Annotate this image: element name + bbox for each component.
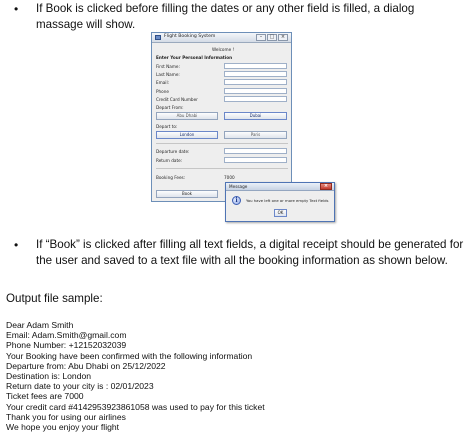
phone-label: Phone (156, 89, 169, 94)
dialog-title: Message (229, 184, 248, 189)
welcome-label: Welcome ! (212, 47, 235, 52)
depart-to-label: Depart to: (156, 124, 178, 129)
booking-fees-value: 7000 (224, 175, 235, 180)
message-dialog (225, 182, 335, 222)
output-line: Ticket fees are 7000 (6, 391, 84, 402)
output-line: Email: Adam.Smith@gmail.com (6, 330, 127, 341)
divider (156, 168, 288, 169)
from-abu-dhabi-button[interactable]: Abu Dhabi (156, 112, 218, 120)
app-icon (155, 35, 161, 40)
dialog-message: You have left one or more empty Text fields (246, 198, 329, 203)
output-line: Phone Number: +12152032039 (6, 340, 127, 351)
personal-info-heading: Enter Your Personal Information (156, 55, 233, 60)
flight-booking-window (151, 32, 292, 202)
window-title: Flight Booking System (164, 34, 216, 39)
last-name-field[interactable] (224, 71, 287, 77)
to-london-button[interactable]: London (156, 131, 218, 139)
booking-fees-label: Booking Fees: (156, 175, 186, 180)
email-label: Email: (156, 80, 170, 85)
bullet-icon: • (14, 2, 19, 16)
bullet-text: If Book is clicked before filling the dates or any other field is filled, a dialog massage will show. (36, 2, 415, 31)
dialog-titlebar (226, 183, 334, 191)
output-line: Thank you for using our airlines (6, 411, 126, 422)
bullet-text: If “Book” is clicked after filling all text fields, a digital receipt should be generated for the user and saved to a text file with all the booking information as shown below. (36, 238, 464, 267)
book-button[interactable]: Book (156, 190, 218, 198)
output-line: Departure from: Abu Dhabi on 25/12/2022 (6, 360, 166, 371)
bullet-icon: • (14, 238, 19, 252)
ok-button[interactable]: OK (274, 209, 287, 217)
credit-card-field[interactable] (224, 96, 287, 102)
output-line: Your credit card #4142953923861058 was used to pay for this ticket (6, 401, 265, 412)
info-icon: i (232, 196, 241, 205)
return-date-label: Return date: (156, 158, 183, 163)
departure-date-label: Departure date: (156, 149, 190, 154)
departure-date-field[interactable] (224, 148, 287, 154)
phone-field[interactable] (224, 88, 287, 94)
output-line: Destination is: London (6, 371, 92, 382)
output-line: We hope you enjoy your flight (6, 422, 120, 433)
depart-from-label: Depart From: (156, 105, 184, 110)
dialog-close-button[interactable]: × (320, 183, 332, 190)
output-file-sample (6, 320, 265, 432)
minimize-button[interactable]: – (256, 34, 266, 41)
maximize-button[interactable]: □ (267, 34, 277, 41)
output-line: Your Booking have been confirmed with the following information (6, 350, 253, 361)
output-heading: Output file sample: (6, 292, 103, 305)
from-dubai-button[interactable]: Dubai (224, 112, 287, 120)
first-name-label: First Name: (156, 64, 180, 69)
output-line: Return date to your city is : 02/01/2023 (6, 381, 154, 392)
email-field[interactable] (224, 79, 287, 85)
output-line: Dear Adam Smith (6, 320, 74, 330)
return-date-field[interactable] (224, 157, 287, 163)
window-titlebar (152, 33, 291, 43)
close-button[interactable]: × (278, 34, 288, 41)
credit-card-label: Credit Card Number (156, 97, 198, 102)
last-name-label: Last Name: (156, 72, 180, 77)
first-name-field[interactable] (224, 63, 287, 69)
to-paris-button[interactable]: Paris (224, 131, 287, 139)
divider (156, 143, 288, 144)
